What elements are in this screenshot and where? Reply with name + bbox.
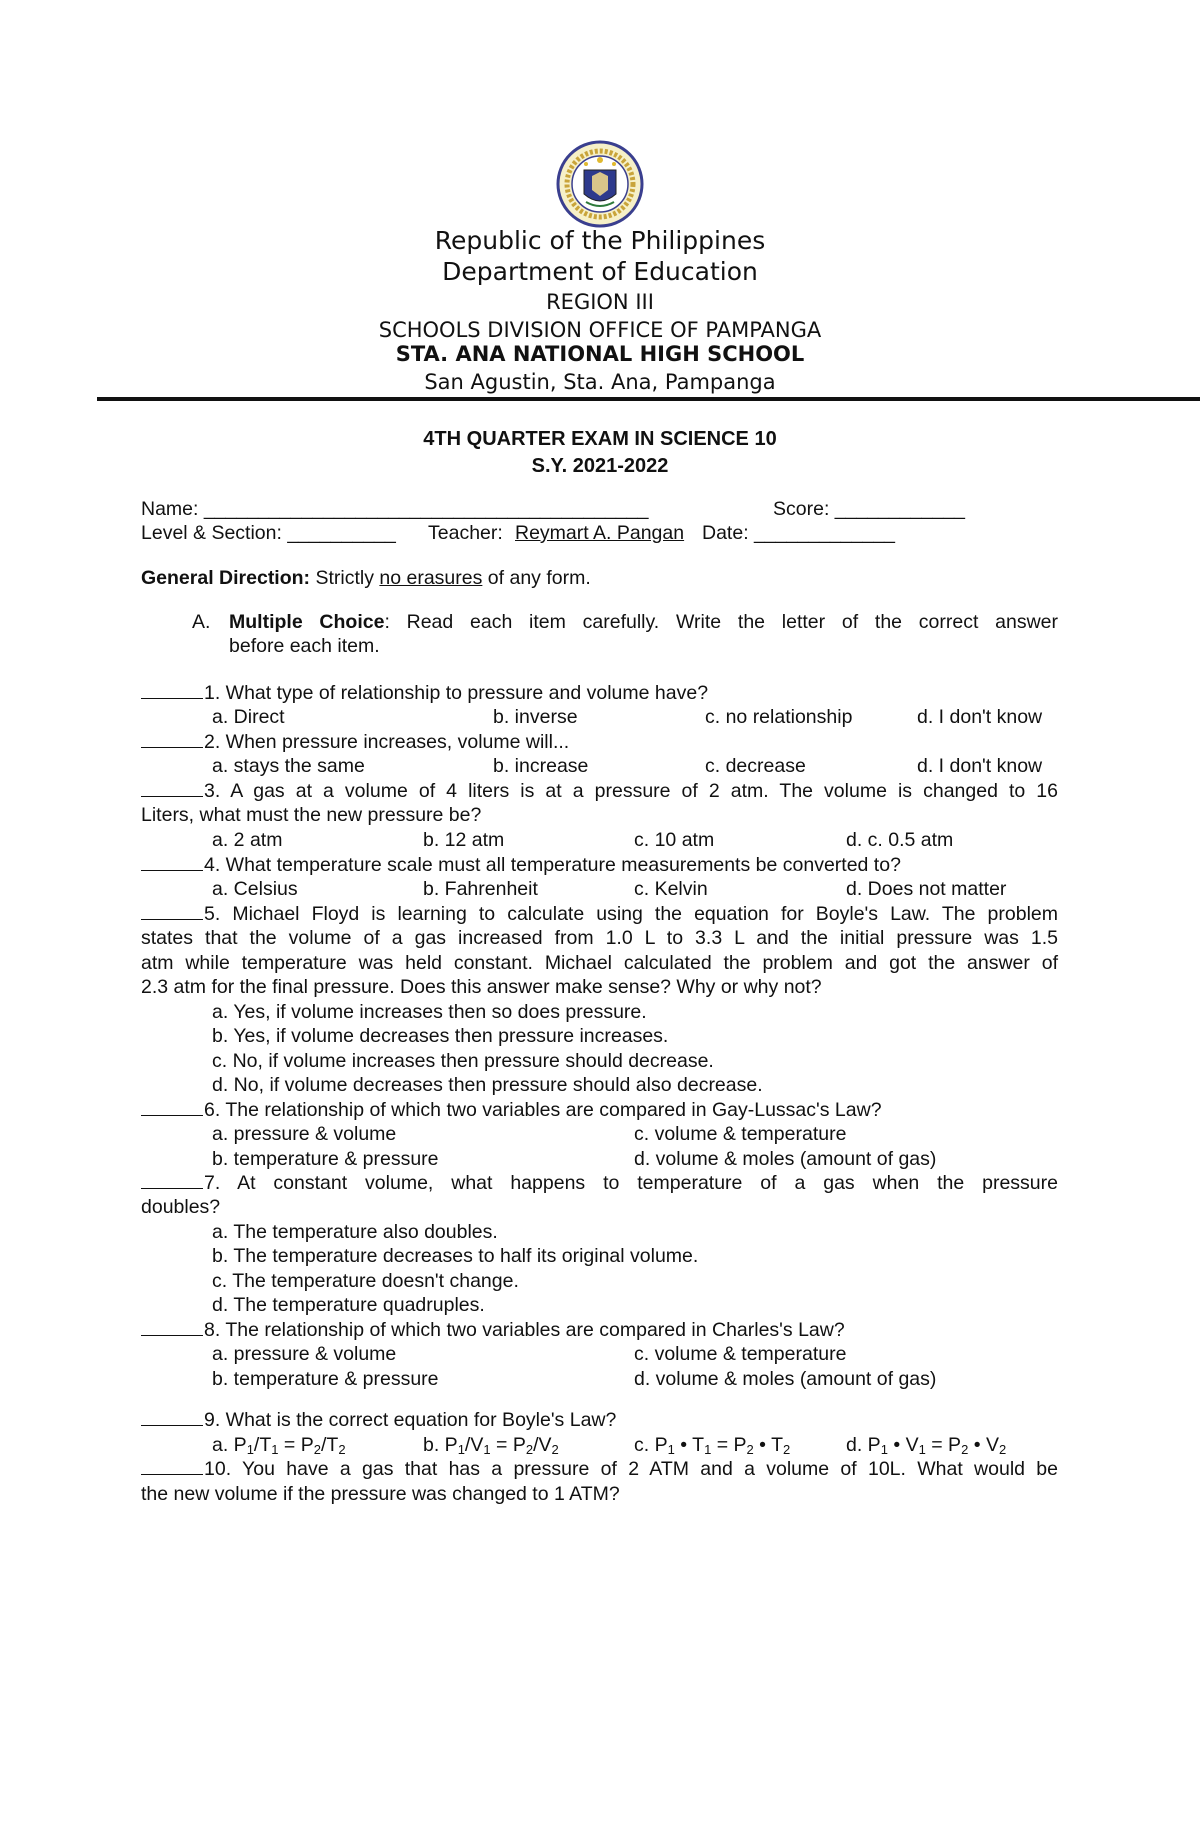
answer-blank-3[interactable]	[141, 782, 203, 797]
answer-blank-7[interactable]	[141, 1174, 203, 1189]
q9-b-sub: 1	[483, 1442, 491, 1457]
q9-b-part: b. P	[423, 1434, 458, 1456]
q7-option-c: c. The temperature doesn't change.	[212, 1270, 519, 1292]
q4-option-b: b. Fahrenheit	[423, 878, 538, 900]
q9-option-d	[846, 1434, 1006, 1457]
exam-title: 4TH QUARTER EXAM IN SCIENCE 10	[423, 428, 777, 450]
q7-option-d: d. The temperature quadruples.	[212, 1294, 485, 1316]
q9-c-part: c. P	[634, 1434, 668, 1456]
q9-a-sub: 2	[313, 1442, 321, 1457]
q9-option-a	[212, 1434, 346, 1457]
q6-option-d: d. volume & moles (amount of gas)	[634, 1148, 937, 1170]
q6-option-c: c. volume & temperature	[634, 1123, 847, 1145]
question-7	[141, 1172, 1058, 1195]
q8-option-d: d. volume & moles (amount of gas)	[634, 1368, 937, 1390]
q2-option-a: a. stays the same	[212, 755, 365, 777]
q9-a-part: = P	[278, 1434, 314, 1456]
answer-blank-8[interactable]	[141, 1321, 203, 1336]
question-6	[141, 1099, 882, 1122]
question-3	[141, 780, 1058, 803]
q9-c-part: • T	[674, 1434, 705, 1456]
q7-stem-2: doubles?	[141, 1196, 221, 1218]
answer-blank-5[interactable]	[141, 905, 203, 920]
level-section-field[interactable]: Level & Section: __________	[141, 522, 396, 544]
q5-stem-2: states that the volume of a gas increased from 1.0 L to 3.3 L and the initial pressure was 1.5	[141, 927, 1058, 949]
q9-a-sub: 1	[271, 1442, 279, 1457]
header-department: Department of Education	[442, 257, 758, 286]
answer-blank-6[interactable]	[141, 1101, 203, 1116]
direction-text-1: Strictly	[315, 567, 374, 589]
q4-option-d: d. Does not matter	[846, 878, 1007, 900]
q5-stem-4: 2.3 atm for the final pressure. Does this answer make sense? Why or why not?	[141, 976, 822, 998]
q3-option-d: d. c. 0.5 atm	[846, 829, 954, 851]
q10-stem-1: 10. You have a gas that has a pressure of 2 ATM and a volume of 10L. What would be	[204, 1458, 1058, 1480]
q2-stem: 2. When pressure increases, volume will...	[204, 731, 570, 753]
q6-option-b: b. temperature & pressure	[212, 1148, 439, 1170]
q7-option-a: a. The temperature also doubles.	[212, 1221, 498, 1243]
q9-a-part: /T	[320, 1434, 339, 1456]
q7-stem-1: 7. At constant volume, what happens to temperature of a gas when the pressure	[204, 1172, 1058, 1194]
teacher-label: Teacher:	[428, 522, 503, 544]
direction-text-2: no erasures	[379, 567, 483, 589]
q9-b-sub: 1	[457, 1442, 465, 1457]
q9-b-part: /V	[464, 1434, 484, 1456]
q9-c-sub: 2	[783, 1442, 791, 1457]
question-8	[141, 1319, 845, 1342]
question-9	[141, 1409, 616, 1432]
q5-stem-1: 5. Michael Floyd is learning to calculate using the equation for Boyle's Law. The problem	[204, 903, 1058, 925]
q8-option-a: a. pressure & volume	[212, 1343, 397, 1365]
q9-b-part: = P	[490, 1434, 526, 1456]
q9-d-part: d. P	[846, 1434, 881, 1456]
section-a-text-2: before each item.	[229, 635, 380, 657]
general-direction	[141, 567, 591, 590]
q9-d-sub: 1	[918, 1442, 926, 1457]
answer-blank-2[interactable]	[141, 733, 203, 748]
header-division: SCHOOLS DIVISION OFFICE OF PAMPANGA	[378, 318, 822, 342]
q9-c-sub: 2	[746, 1442, 754, 1457]
q3-option-a: a. 2 atm	[212, 829, 283, 851]
q5-option-d: d. No, if volume decreases then pressure should also decrease.	[212, 1074, 763, 1096]
q1-stem: 1. What type of relationship to pressure and volume have?	[204, 682, 709, 704]
q3-option-c: c. 10 atm	[634, 829, 715, 851]
q9-d-part: • V	[968, 1434, 999, 1456]
q9-a-part: a. P	[212, 1434, 247, 1456]
q9-b-sub: 2	[551, 1442, 559, 1457]
direction-text-3: of any form.	[487, 567, 591, 589]
header-divider	[97, 397, 1200, 401]
section-a-text-1: : Read each item carefully. Write the letter of the correct answer	[384, 611, 1058, 633]
header-region: REGION III	[546, 290, 654, 314]
answer-blank-4[interactable]	[141, 856, 203, 871]
exam-school-year: S.Y. 2021-2022	[531, 455, 669, 477]
q9-option-b	[423, 1434, 559, 1457]
question-4	[141, 854, 901, 877]
q2-option-b: b. increase	[493, 755, 589, 777]
q9-d-sub: 2	[961, 1442, 969, 1457]
q9-c-sub: 1	[704, 1442, 712, 1457]
q5-option-a: a. Yes, if volume increases then so does pressure.	[212, 1001, 647, 1023]
q9-c-sub: 1	[667, 1442, 675, 1457]
question-1	[141, 682, 708, 705]
q3-stem-1: 3. A gas at a volume of 4 liters is at a pressure of 2 atm. The volume is changed to 16	[204, 780, 1058, 802]
question-10	[141, 1458, 1058, 1481]
date-field[interactable]: Date: _____________	[702, 522, 896, 544]
q4-option-c: c. Kelvin	[634, 878, 708, 900]
q2-option-d: d. I don't know	[917, 755, 1043, 777]
q2-option-c: c. decrease	[705, 755, 806, 777]
q3-option-b: b. 12 atm	[423, 829, 505, 851]
q9-a-sub: 1	[246, 1442, 254, 1457]
q5-stem-3: atm while temperature was held constant. Michael calculated the problem and got the answer of	[141, 952, 1058, 974]
q9-stem: 9. What is the correct equation for Boyle's Law?	[204, 1409, 617, 1431]
question-5	[141, 903, 1058, 926]
q9-c-part: • T	[753, 1434, 783, 1456]
answer-blank-1[interactable]	[141, 684, 203, 699]
q8-option-c: c. volume & temperature	[634, 1343, 847, 1365]
answer-blank-10[interactable]	[141, 1460, 203, 1475]
q9-option-c	[634, 1434, 790, 1457]
q1-option-b: b. inverse	[493, 706, 578, 728]
direction-label: General Direction:	[141, 567, 311, 589]
section-a-title: Multiple Choice	[229, 611, 385, 633]
q9-d-part: = P	[925, 1434, 962, 1456]
q3-stem-2: Liters, what must the new pressure be?	[141, 804, 482, 826]
name-field[interactable]: Name: _________________________________________	[141, 498, 649, 520]
section-a-letter: A.	[192, 611, 211, 633]
q1-option-a: a. Direct	[212, 706, 285, 728]
q9-b-sub: 2	[525, 1442, 534, 1457]
q9-a-sub: 2	[338, 1442, 346, 1457]
q9-d-sub: 2	[998, 1442, 1007, 1457]
q10-stem-2: the new volume if the pressure was changed to 1 ATM?	[141, 1483, 620, 1505]
deped-seal-icon	[556, 140, 644, 228]
q5-option-c: c. No, if volume increases then pressure should decrease.	[212, 1050, 714, 1072]
header-school: STA. ANA NATIONAL HIGH SCHOOL	[395, 342, 805, 366]
q8-option-b: b. temperature & pressure	[212, 1368, 439, 1390]
q1-option-c: c. no relationship	[705, 706, 853, 728]
teacher-name: Reymart A. Pangan	[515, 522, 685, 544]
q4-stem: 4. What temperature scale must all temperature measurements be converted to?	[204, 854, 901, 876]
q9-b-part: /V	[533, 1434, 552, 1456]
q7-option-b: b. The temperature decreases to half its original volume.	[212, 1245, 699, 1267]
score-field[interactable]: Score: ____________	[773, 498, 965, 520]
q4-option-a: a. Celsius	[212, 878, 298, 900]
header-republic: Republic of the Philippines	[434, 226, 766, 255]
q8-stem: 8. The relationship of which two variables are compared in Charles's Law?	[204, 1319, 845, 1341]
q6-stem: 6. The relationship of which two variables are compared in Gay-Lussac's Law?	[204, 1099, 882, 1121]
q5-option-b: b. Yes, if volume decreases then pressure increases.	[212, 1025, 669, 1047]
q9-a-part: /T	[253, 1434, 272, 1456]
section-a-instruction	[229, 611, 1058, 634]
q1-option-d: d. I don't know	[917, 706, 1043, 728]
answer-blank-9[interactable]	[141, 1411, 203, 1426]
q9-d-part: • V	[887, 1434, 919, 1456]
header-address: San Agustin, Sta. Ana, Pampanga	[424, 370, 776, 394]
question-2	[141, 731, 569, 754]
q9-d-sub: 1	[880, 1442, 888, 1457]
q9-c-part: = P	[711, 1434, 747, 1456]
q6-option-a: a. pressure & volume	[212, 1123, 397, 1145]
